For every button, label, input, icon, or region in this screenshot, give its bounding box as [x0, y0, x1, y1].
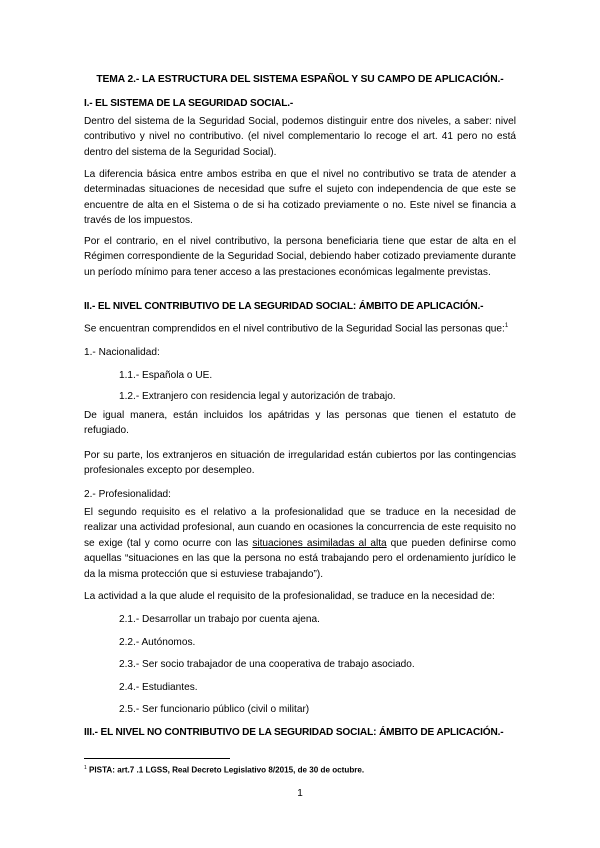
paragraph-intro	[84, 323, 524, 334]
paragraph-apatridas: De igual manera, están incluidos los apátridas y las personas que tienen el estatuto de refugiado.	[84, 410, 516, 437]
activity-item: 2.2.- Autónomos.	[119, 637, 196, 648]
paragraph-irregularidad: Por su parte, los extranjeros en situación de irregularidad están cubiertos por las contingencias profesionales excepto por desempleo.	[84, 450, 516, 477]
situaciones-asimiladas-link[interactable]: situaciones asimiladas al alta	[252, 537, 387, 549]
paragraph-contrario: Por el contrario, en el nivel contributivo, la persona beneficiaria tiene que estar de alta en el Régimen correspondiente de la Seguridad Social, debiendo haber cotizado previamente durante un período mínimo para tener acceso a las prestaciones económicas legalmente previstas.	[84, 236, 516, 278]
activity-item: 2.4.- Estudiantes.	[119, 682, 198, 693]
page-number: 1	[297, 788, 303, 799]
paragraph-actividad: La actividad a la que alude el requisito de la profesionalidad, se traduce en la necesidad de:	[84, 591, 495, 602]
activity-item: 2.3.- Ser socio trabajador de una cooperativa de trabajo asociado.	[119, 659, 415, 670]
paragraph-segundo-requisito	[84, 505, 516, 582]
document-title: TEMA 2.- LA ESTRUCTURA DEL SISTEMA ESPAÑOL Y SU CAMPO DE APLICACIÓN.-	[96, 74, 504, 85]
footnote-reference[interactable]: 1	[504, 323, 509, 329]
segundo-text-a: El segundo requisito es el relativo a la profesionalidad que se traduce en la necesidad de realizar una actividad profesional, aun cuando en ocasiones la concurrencia de este requisito no se exige (tal y como ocurre con las	[84, 507, 516, 549]
section-heading-3: III.- EL NIVEL NO CONTRIBUTIVO DE LA SEGURIDAD SOCIAL: ÁMBITO DE APLICACIÓN.-	[84, 727, 504, 738]
footnote-mark: 1	[84, 765, 87, 771]
footnote	[84, 765, 524, 775]
professional-label: 2.- Profesionalidad:	[84, 489, 171, 500]
segundo-text-b: que pueden definirse como aquellas “situaciones en las que la persona no está trabajando pero el ordenamiento jurídico le da la misma protección que si estuviese trabajando”).	[84, 537, 516, 580]
activity-item: 2.5.- Ser funcionario público (civil o militar)	[119, 704, 310, 715]
nationality-item: 1.2.- Extranjero con residencia legal y autorización de trabajo.	[119, 391, 396, 402]
intro-text: Se encuentran comprendidos en el nivel contributivo de la Seguridad Social las personas que:	[84, 323, 505, 335]
nationality-item: 1.1.- Española o UE.	[119, 370, 213, 381]
activity-item: 2.1.- Desarrollar un trabajo por cuenta ajena.	[119, 614, 320, 625]
section-heading-1: I.- EL SISTEMA DE LA SEGURIDAD SOCIAL.-	[84, 98, 294, 109]
nationality-label: 1.- Nacionalidad:	[84, 347, 160, 358]
footnote-text: PISTA: art.7 .1 LGSS, Real Decreto Legislativo 8/2015, de 30 de octubre.	[89, 765, 365, 775]
paragraph-diferencia: La diferencia básica entre ambos estriba en que el nivel no contributivo se trata de atender a determinadas situaciones de necesidad que sufre el sujeto con independencia de que este se encuentre de alta en el Sistema o de si ha cotizado previamente o no. Este nivel se financia a través de los impuestos.	[84, 169, 516, 227]
section-heading-2: II.- EL NIVEL CONTRIBUTIVO DE LA SEGURIDAD SOCIAL: ÁMBITO DE APLICACIÓN.-	[84, 301, 484, 312]
footnote-divider	[84, 758, 230, 759]
paragraph-niveles: Dentro del sistema de la Seguridad Social, podemos distinguir entre dos niveles, a saber: nivel contributivo y nivel no contributivo. (el nivel complementario lo recoge el art. 41 pero no está dentro del sistema de la Seguridad Social).	[84, 116, 516, 158]
